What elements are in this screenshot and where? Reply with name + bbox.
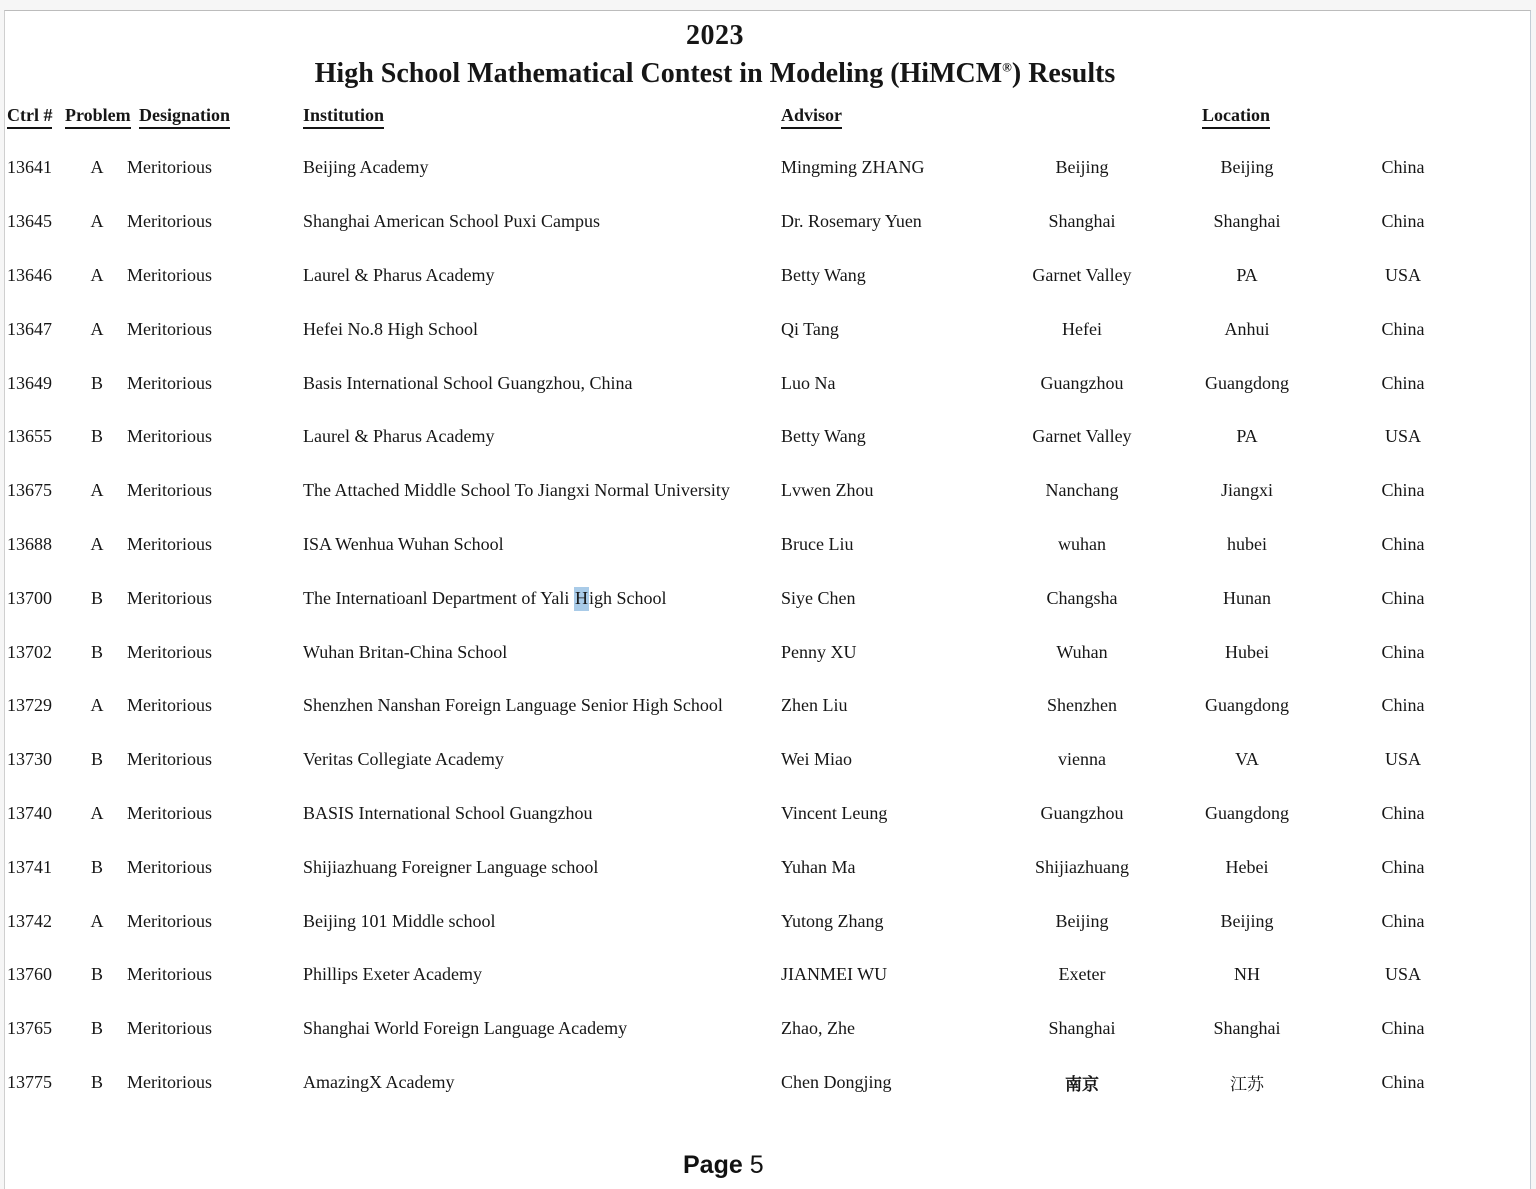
designation: Meritorious <box>127 1071 212 1092</box>
title-year: 2023 <box>686 20 744 51</box>
advisor: Zhao, Zhe <box>781 1018 855 1039</box>
country: China <box>1381 695 1425 716</box>
table-row <box>5 141 1532 195</box>
region: Jiangxi <box>1221 480 1273 501</box>
country: China <box>1381 211 1425 232</box>
ctrl-number: 13765 <box>7 1018 52 1039</box>
ctrl-number: 13740 <box>7 802 52 823</box>
advisor: Mingming ZHANG <box>781 157 925 178</box>
problem-letter: B <box>90 856 103 877</box>
ctrl-number: 13649 <box>7 372 52 393</box>
institution: Shanghai World Foreign Language Academy <box>303 1018 628 1039</box>
institution: Phillips Exeter Academy <box>303 964 482 985</box>
designation: Meritorious <box>127 480 212 501</box>
country: China <box>1381 157 1425 178</box>
advisor: Zhen Liu <box>781 695 848 716</box>
city: Shijiazhuang <box>1035 856 1129 877</box>
region: Hebei <box>1225 856 1269 877</box>
country: China <box>1381 1071 1425 1092</box>
city: Shanghai <box>1048 1018 1116 1039</box>
ctrl-number: 13688 <box>7 533 52 554</box>
designation: Meritorious <box>127 318 212 339</box>
designation: Meritorious <box>127 856 212 877</box>
advisor: Dr. Rosemary Yuen <box>781 211 922 232</box>
column-header-designation: Designation <box>125 105 303 129</box>
page-footer-number: 5 <box>749 1151 764 1179</box>
advisor: Yuhan Ma <box>781 856 856 877</box>
table-row <box>5 249 1532 303</box>
city: Changsha <box>1046 587 1118 608</box>
designation: Meritorious <box>127 910 212 931</box>
problem-letter: A <box>90 480 104 501</box>
table-row <box>5 894 1532 948</box>
registered-mark: ® <box>1002 59 1012 75</box>
region: Beijing <box>1220 157 1274 178</box>
ctrl-number: 13675 <box>7 480 52 501</box>
column-header-problem: Problem <box>65 105 125 129</box>
institution: Basis International School Guangzhou, China <box>303 372 633 393</box>
problem-letter: B <box>90 1071 103 1092</box>
region: NH <box>1234 964 1260 985</box>
country: USA <box>1384 749 1421 770</box>
designation: Meritorious <box>127 372 212 393</box>
table-row <box>5 733 1532 787</box>
ctrl-number: 13741 <box>7 856 52 877</box>
problem-letter: A <box>90 533 104 554</box>
city: wuhan <box>1058 533 1106 554</box>
problem-letter: B <box>90 426 103 447</box>
region: Shanghai <box>1213 211 1281 232</box>
document-page <box>4 10 1531 1189</box>
column-header-advisor: Advisor <box>781 105 1005 129</box>
city: Nanchang <box>1045 480 1119 501</box>
country: China <box>1381 587 1425 608</box>
region: Guangdong <box>1205 372 1289 393</box>
problem-letter: A <box>90 264 104 285</box>
problem-letter: B <box>90 372 103 393</box>
ctrl-number: 13641 <box>7 157 52 178</box>
designation: Meritorious <box>127 264 212 285</box>
country: China <box>1381 533 1425 554</box>
city: Hefei <box>1062 318 1102 339</box>
institution: Wuhan Britan-China School <box>303 641 508 662</box>
page-title <box>5 58 1425 90</box>
country: China <box>1381 802 1425 823</box>
institution: Laurel & Pharus Academy <box>303 264 495 285</box>
country: China <box>1381 641 1425 662</box>
problem-letter: A <box>90 910 104 931</box>
ctrl-number: 13760 <box>7 964 52 985</box>
country: China <box>1381 372 1425 393</box>
table-row <box>5 948 1532 1002</box>
table-row <box>5 571 1532 625</box>
city: Beijing <box>1055 157 1109 178</box>
table-row <box>5 464 1532 518</box>
selected-text-highlight: H <box>574 587 589 611</box>
table-row <box>5 410 1532 464</box>
column-header-ctrl: Ctrl # <box>5 105 69 129</box>
region: Guangdong <box>1205 695 1289 716</box>
region: PA <box>1236 264 1258 285</box>
institution: The Internatioanl Department of Yali High School <box>303 588 781 609</box>
institution: AmazingX Academy <box>303 1071 455 1092</box>
title-main: High School Mathematical Contest in Modeling (HiMCM <box>314 58 1003 89</box>
column-header-institution: Institution <box>303 105 781 129</box>
problem-letter: A <box>90 695 104 716</box>
country: USA <box>1384 264 1421 285</box>
document-header <box>5 20 1425 90</box>
region: PA <box>1236 426 1258 447</box>
advisor: JIANMEI WU <box>781 964 888 985</box>
institution: BASIS International School Guangzhou <box>303 802 593 823</box>
country: USA <box>1384 964 1421 985</box>
country: China <box>1381 856 1425 877</box>
ctrl-number: 13742 <box>7 910 52 931</box>
institution: Shanghai American School Puxi Campus <box>303 211 600 232</box>
table-row <box>5 787 1532 841</box>
ctrl-number: 13702 <box>7 641 52 662</box>
country: China <box>1381 318 1425 339</box>
problem-letter: B <box>90 641 103 662</box>
title-suffix: ) Results <box>1011 58 1116 89</box>
advisor: Betty Wang <box>781 426 866 447</box>
ctrl-number: 13700 <box>7 587 52 608</box>
table-header-row <box>5 103 1471 131</box>
city: Shenzhen <box>1047 695 1117 716</box>
institution: The Attached Middle School To Jiangxi Normal University <box>303 480 730 501</box>
table-row <box>5 356 1532 410</box>
city: Garnet Valley <box>1032 426 1132 447</box>
advisor: Luo Na <box>781 372 836 393</box>
column-header-location: Location <box>1202 105 1270 129</box>
country: China <box>1381 910 1425 931</box>
table-row <box>5 679 1532 733</box>
region: Hunan <box>1223 587 1271 608</box>
institution: Shijiazhuang Foreigner Language school <box>303 856 599 877</box>
country: China <box>1381 480 1425 501</box>
region: Anhui <box>1224 318 1270 339</box>
page-footer <box>683 1151 764 1180</box>
advisor: Chen Dongjing <box>781 1071 892 1092</box>
institution: Beijing Academy <box>303 157 429 178</box>
page-footer-label: Page <box>683 1151 743 1179</box>
table-row <box>5 302 1532 356</box>
problem-letter: B <box>90 1018 103 1039</box>
problem-letter: B <box>90 587 103 608</box>
problem-letter: A <box>90 318 104 339</box>
designation: Meritorious <box>127 157 212 178</box>
city: Exeter <box>1058 964 1106 985</box>
advisor: Yutong Zhang <box>781 910 884 931</box>
table-row <box>5 518 1532 572</box>
city: 南京 <box>1065 1074 1099 1095</box>
advisor: Lvwen Zhou <box>781 480 874 501</box>
table-row <box>5 840 1532 894</box>
ctrl-number: 13647 <box>7 318 52 339</box>
ctrl-number: 13655 <box>7 426 52 447</box>
problem-letter: A <box>90 157 104 178</box>
ctrl-number: 13730 <box>7 749 52 770</box>
designation: Meritorious <box>127 533 212 554</box>
ctrl-number: 13646 <box>7 264 52 285</box>
institution: Beijing 101 Middle school <box>303 910 496 931</box>
problem-letter: A <box>90 211 104 232</box>
region: hubei <box>1227 533 1267 554</box>
institution: Laurel & Pharus Academy <box>303 426 495 447</box>
designation: Meritorious <box>127 749 212 770</box>
results-table <box>5 141 1532 1109</box>
city: Wuhan <box>1056 641 1108 662</box>
advisor: Vincent Leung <box>781 802 888 823</box>
table-row <box>5 625 1532 679</box>
institution: Hefei No.8 High School <box>303 318 478 339</box>
designation: Meritorious <box>127 587 212 608</box>
advisor: Qi Tang <box>781 318 839 339</box>
city: Guangzhou <box>1040 802 1124 823</box>
city: vienna <box>1058 749 1106 770</box>
advisor: Betty Wang <box>781 264 866 285</box>
ctrl-number: 13645 <box>7 211 52 232</box>
institution: Veritas Collegiate Academy <box>303 749 504 770</box>
problem-letter: B <box>90 964 103 985</box>
designation: Meritorious <box>127 964 212 985</box>
region: Hubei <box>1225 641 1269 662</box>
designation: Meritorious <box>127 695 212 716</box>
designation: Meritorious <box>127 1018 212 1039</box>
designation: Meritorious <box>127 211 212 232</box>
table-row <box>5 1002 1532 1056</box>
region: 江苏 <box>1230 1074 1264 1095</box>
ctrl-number: 13775 <box>7 1071 52 1092</box>
region: VA <box>1235 749 1259 770</box>
advisor: Siye Chen <box>781 587 856 608</box>
table-row <box>5 195 1532 249</box>
problem-letter: B <box>90 749 103 770</box>
designation: Meritorious <box>127 641 212 662</box>
country: USA <box>1384 426 1421 447</box>
city: Shanghai <box>1048 211 1116 232</box>
city: Beijing <box>1055 910 1109 931</box>
designation: Meritorious <box>127 802 212 823</box>
region: Beijing <box>1220 910 1274 931</box>
city: Guangzhou <box>1040 372 1124 393</box>
advisor: Bruce Liu <box>781 533 854 554</box>
advisor: Wei Miao <box>781 749 853 770</box>
table-row <box>5 1056 1532 1110</box>
country: China <box>1381 1018 1425 1039</box>
region: Shanghai <box>1213 1018 1281 1039</box>
institution: Shenzhen Nanshan Foreign Language Senior High School <box>303 695 723 716</box>
institution: ISA Wenhua Wuhan School <box>303 533 504 554</box>
problem-letter: A <box>90 802 104 823</box>
ctrl-number: 13729 <box>7 695 52 716</box>
city: Garnet Valley <box>1032 264 1132 285</box>
advisor: Penny XU <box>781 641 857 662</box>
region: Guangdong <box>1205 802 1289 823</box>
designation: Meritorious <box>127 426 212 447</box>
